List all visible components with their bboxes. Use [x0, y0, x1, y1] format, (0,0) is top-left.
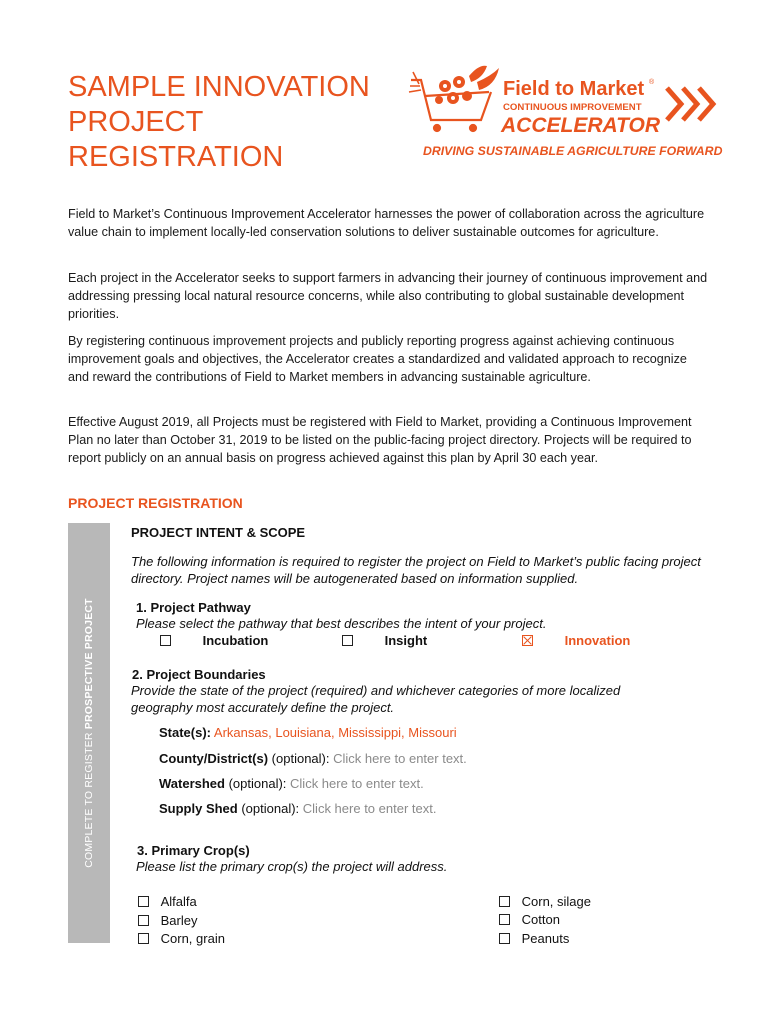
title-line-1: SAMPLE INNOVATION	[68, 71, 370, 103]
logo-line2: CONTINUOUS IMPROVEMENT	[503, 102, 642, 113]
crop-label: Peanuts	[521, 931, 570, 946]
states-label: State(s):	[159, 725, 212, 740]
pathway-option-incubation[interactable]	[160, 632, 268, 649]
boundaries-instruction: Provide the state of the project (required) and whichever categories of more localized geography most accurately define the project.	[131, 683, 621, 715]
county-input[interactable]: Click here to enter text.	[333, 751, 467, 766]
sidebar-banner	[68, 523, 110, 943]
states-field	[159, 724, 457, 741]
watershed-field	[159, 775, 424, 792]
crop-checkbox[interactable]	[499, 914, 510, 925]
pathway-option-innovation[interactable]	[522, 632, 630, 649]
intro-paragraph-1: Field to Market’s Continuous Improvement Accelerator harnesses the power of collaboration across the agriculture value chain to implement locally-led conservation solutions to deliver sustainable outcomes for agriculture.	[68, 207, 705, 239]
logo-registered: ®	[649, 79, 655, 86]
supply-shed-optional: (optional):	[237, 801, 300, 816]
crop-label: Barley	[160, 913, 198, 928]
section-heading-registration: PROJECT REGISTRATION	[68, 495, 243, 511]
watershed-optional: (optional):	[224, 776, 287, 791]
crop-option[interactable]	[138, 930, 225, 948]
crop-checkbox[interactable]	[499, 933, 510, 944]
crop-checkbox[interactable]	[138, 933, 149, 944]
crop-checkbox[interactable]	[499, 896, 510, 907]
insight-checkbox[interactable]	[342, 635, 353, 646]
sidebar-label-normal: COMPLETE TO REGISTER	[83, 729, 95, 868]
pathway-option-insight[interactable]	[342, 632, 427, 649]
logo-line3: ACCELERATOR	[501, 114, 661, 137]
supply-shed-label: Supply Shed	[159, 801, 238, 816]
crop-option[interactable]	[138, 912, 197, 930]
crops-instruction: Please list the primary crop(s) the project will address.	[136, 859, 448, 874]
crop-label: Corn, silage	[521, 894, 591, 909]
crop-label: Alfalfa	[160, 894, 197, 909]
incubation-label: Incubation	[202, 633, 269, 648]
intro-paragraph-4: Effective August 2019, all Projects must be registered with Field to Market, providing a Continuous Improvement Plan no later than October 31, 2019 to be listed on the public-facing project directory. Projects will be required to report publicly on an annual basis on progress achieved against this plan by April 30 each year.	[68, 415, 692, 465]
crops-heading: 3. Primary Crop(s)	[137, 843, 250, 858]
logo-tagline: DRIVING SUSTAINABLE AGRICULTURE FORWARD	[423, 144, 723, 158]
intro-paragraph-2: Each project in the Accelerator seeks to support farmers in advancing their journey of continuous improvement and addressing pressing local natural resource concerns, while also contributing to global sustainable development priorities.	[68, 271, 708, 321]
crop-option[interactable]	[499, 930, 569, 948]
crop-label: Corn, grain	[160, 931, 225, 946]
chevrons-icon	[667, 88, 713, 120]
field-to-market-logo	[405, 62, 730, 162]
innovation-checkbox-checked[interactable]	[522, 635, 533, 646]
title-line-3: REGISTRATION	[68, 141, 284, 173]
states-value[interactable]: Arkansas, Louisiana, Mississippi, Missouri	[213, 725, 457, 740]
crop-checkbox[interactable]	[138, 915, 149, 926]
supply-shed-field	[159, 800, 436, 817]
intent-text: The following information is required to register the project on Field to Market’s public facing project directory. Project names will be autogenerated based on information supplied.	[131, 554, 701, 586]
sidebar-label-bold: PROSPECTIVE PROJECT	[83, 598, 95, 730]
incubation-checkbox[interactable]	[160, 635, 171, 646]
intro-paragraph-3: By registering continuous improvement projects and publicly reporting progress against achieving continuous improvement goals and objectives, the Accelerator creates a standardized and validated approach to recognize and reward the contributions of Field to Market members in advancing sustainable agriculture.	[68, 334, 687, 384]
crop-option[interactable]	[138, 893, 197, 911]
pathway-instruction: Please select the pathway that best describes the intent of your project.	[136, 616, 547, 631]
supply-shed-input[interactable]: Click here to enter text.	[302, 801, 437, 816]
innovation-label: Innovation	[564, 633, 631, 648]
watershed-label: Watershed	[159, 776, 225, 791]
county-optional: (optional):	[268, 751, 330, 766]
sidebar-label	[83, 598, 95, 868]
insight-label: Insight	[384, 633, 428, 648]
crop-checkbox[interactable]	[138, 896, 149, 907]
logo-brand: Field to Market	[503, 78, 645, 100]
pathway-heading: 1. Project Pathway	[136, 600, 251, 615]
crop-option[interactable]	[499, 893, 591, 911]
boundaries-heading: 2. Project Boundaries	[132, 667, 266, 682]
crop-option[interactable]	[499, 911, 560, 929]
county-field	[159, 750, 467, 767]
page-title	[68, 70, 398, 175]
title-line-2: PROJECT	[68, 106, 204, 138]
county-label: County/District(s)	[159, 751, 269, 766]
intent-heading: PROJECT INTENT & SCOPE	[131, 525, 306, 540]
watershed-input[interactable]: Click here to enter text.	[290, 776, 424, 791]
crop-label: Cotton	[521, 912, 560, 927]
